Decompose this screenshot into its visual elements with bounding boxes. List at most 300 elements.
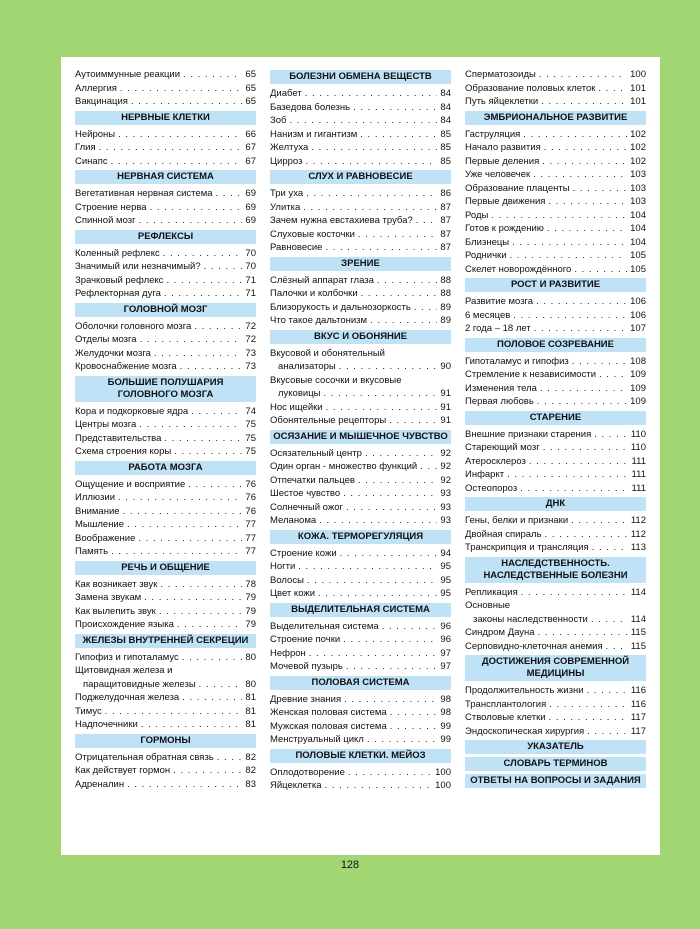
toc-column-1 bbox=[75, 68, 256, 791]
toc-entry-page: 92 bbox=[440, 461, 451, 472]
toc-entry-page: 117 bbox=[630, 725, 646, 737]
section-heading: ПОЛОВАЯ СИСТЕМА bbox=[270, 676, 451, 690]
toc-entry-page: 76 bbox=[245, 492, 256, 503]
toc-entry[interactable] bbox=[465, 368, 646, 382]
toc-entry[interactable] bbox=[270, 141, 451, 155]
dot-leader bbox=[542, 155, 627, 169]
toc-entry[interactable] bbox=[465, 428, 646, 442]
toc-entry[interactable] bbox=[75, 247, 256, 261]
toc-entry[interactable] bbox=[465, 95, 646, 109]
toc-entry-page: 98 bbox=[440, 693, 451, 705]
toc-entry[interactable] bbox=[465, 236, 646, 250]
toc-entry-title: Поджелудочная железа bbox=[75, 692, 180, 703]
section-heading: ДОСТИЖЕНИЯ СОВРЕМЕННОЙ МЕДИЦИНЫ bbox=[465, 655, 646, 681]
dot-leader bbox=[306, 187, 437, 201]
section-heading: ЭМБРИОНАЛЬНОЕ РАЗВИТИЕ bbox=[465, 111, 646, 125]
toc-entry-page: 88 bbox=[440, 288, 451, 299]
dot-leader bbox=[587, 684, 628, 698]
toc-entry-title: Улитка bbox=[270, 201, 301, 213]
toc-entry[interactable] bbox=[465, 128, 646, 142]
dot-leader bbox=[319, 514, 437, 528]
dot-leader bbox=[606, 640, 628, 654]
toc-entry-title: Гены, белки и признаки bbox=[465, 515, 569, 526]
toc-entry[interactable] bbox=[75, 187, 256, 201]
toc-entry[interactable] bbox=[270, 287, 451, 301]
dot-leader bbox=[545, 528, 628, 542]
dot-leader bbox=[166, 274, 242, 288]
section-heading: БОЛЕЗНИ ОБМЕНА ВЕЩЕСТВ bbox=[270, 70, 451, 84]
toc-entry[interactable] bbox=[465, 684, 646, 698]
toc-entry-page: 99 bbox=[440, 734, 451, 745]
toc-column-2 bbox=[270, 68, 451, 793]
toc-entry[interactable] bbox=[75, 214, 256, 228]
toc-entry-page: 79 bbox=[245, 605, 256, 617]
toc-entry[interactable] bbox=[465, 698, 646, 712]
toc-entry-title: Кора и подкорковые ядра bbox=[75, 405, 189, 417]
dot-leader bbox=[358, 474, 438, 488]
section-heading: ГОРМОНЫ bbox=[75, 734, 256, 748]
section-heading: НЕРВНАЯ СИСТЕМА bbox=[75, 170, 256, 184]
toc-entry[interactable] bbox=[465, 382, 646, 396]
dot-leader bbox=[343, 633, 437, 647]
toc-entry[interactable] bbox=[75, 591, 256, 605]
toc-entry[interactable] bbox=[75, 141, 256, 155]
toc-page bbox=[61, 57, 660, 855]
toc-entry[interactable] bbox=[465, 295, 646, 309]
toc-entry-page: 102 bbox=[630, 155, 646, 167]
toc-entry[interactable] bbox=[465, 168, 646, 182]
toc-entry[interactable] bbox=[75, 260, 256, 274]
toc-entry-title: Яйцеклетка bbox=[270, 780, 322, 791]
toc-entry-page: 89 bbox=[440, 315, 451, 326]
toc-entry[interactable] bbox=[75, 764, 256, 778]
dot-leader bbox=[305, 87, 438, 101]
toc-entry[interactable] bbox=[465, 640, 646, 654]
dot-leader bbox=[416, 214, 438, 228]
toc-entry-page: 104 bbox=[630, 209, 646, 221]
toc-entry[interactable] bbox=[75, 333, 256, 347]
toc-entry[interactable] bbox=[75, 155, 256, 169]
toc-entry-title: Слуховые косточки bbox=[270, 228, 355, 240]
dot-leader bbox=[340, 547, 438, 561]
dot-leader bbox=[592, 541, 628, 555]
toc-entry[interactable] bbox=[270, 587, 451, 601]
toc-entry-title: Желудочки мозга bbox=[75, 347, 151, 359]
toc-entry-title: Один орган - множество функций bbox=[270, 461, 418, 472]
toc-entry[interactable] bbox=[465, 182, 646, 196]
toc-entry-title: Нейроны bbox=[75, 128, 116, 140]
toc-entry[interactable] bbox=[75, 320, 256, 334]
toc-entry-title: Менструальный цикл bbox=[270, 734, 364, 745]
toc-entry-title: Образование плаценты bbox=[465, 182, 570, 194]
toc-entry-page: 87 bbox=[440, 215, 451, 226]
toc-entry-title: Внешние признаки старения bbox=[465, 428, 592, 440]
toc-entry-title: Палочки и колбочки bbox=[270, 288, 358, 299]
toc-entry-page: 75 bbox=[245, 446, 256, 457]
toc-entry-page: 81 bbox=[245, 692, 256, 703]
toc-entry-title: Нефрон bbox=[270, 647, 306, 659]
toc-entry-title: Образование половых клеток bbox=[465, 82, 596, 94]
toc-entry[interactable] bbox=[270, 620, 451, 634]
toc-column-3 bbox=[465, 68, 646, 791]
toc-entry[interactable] bbox=[270, 241, 451, 255]
dot-leader bbox=[544, 141, 627, 155]
dot-leader bbox=[309, 647, 438, 661]
dot-leader bbox=[139, 418, 242, 432]
toc-entry-title: Гипофиз и гипоталамус bbox=[75, 651, 179, 663]
toc-entry-page: 76 bbox=[245, 505, 256, 517]
toc-entry[interactable] bbox=[270, 693, 451, 707]
toc-entry-text: Щитовидная железа и bbox=[75, 665, 173, 676]
dot-leader bbox=[105, 705, 243, 719]
toc-entry-title: Диабет bbox=[270, 88, 302, 99]
section-heading: РОСТ И РАЗВИТИЕ bbox=[465, 278, 646, 292]
toc-entry-title: Нанизм и гигантизм bbox=[270, 128, 358, 140]
toc-entry-page: 89 bbox=[440, 301, 451, 313]
toc-entry-page: 82 bbox=[245, 751, 256, 763]
dot-leader bbox=[510, 249, 628, 263]
toc-entry[interactable] bbox=[75, 432, 256, 446]
toc-entry-title: Кровоснабжение мозга bbox=[75, 361, 177, 372]
toc-entry[interactable] bbox=[75, 360, 256, 374]
toc-entry[interactable] bbox=[75, 418, 256, 432]
dot-leader bbox=[182, 651, 243, 665]
toc-entry[interactable] bbox=[270, 228, 451, 242]
toc-entry-title: Близорукость и дальнозоркость bbox=[270, 301, 411, 313]
toc-entry-title: Выделительная система bbox=[270, 620, 379, 632]
toc-entry-page: 73 bbox=[245, 347, 256, 359]
toc-entry[interactable] bbox=[465, 322, 646, 336]
toc-entry[interactable] bbox=[75, 491, 256, 505]
toc-entry[interactable] bbox=[270, 187, 451, 201]
toc-entry[interactable] bbox=[270, 574, 451, 588]
toc-entry[interactable] bbox=[75, 618, 256, 632]
toc-entry-title: Коленный рефлекс bbox=[75, 247, 160, 259]
toc-entry-page: 97 bbox=[440, 661, 451, 672]
toc-entry-page: 114 bbox=[630, 613, 646, 625]
toc-entry-title: Схема строения коры bbox=[75, 446, 172, 457]
toc-entry-page: 81 bbox=[245, 705, 256, 717]
dot-leader bbox=[599, 368, 627, 382]
toc-entry-page: 96 bbox=[440, 620, 451, 632]
toc-entry[interactable] bbox=[75, 545, 256, 559]
toc-entry-page: 109 bbox=[630, 396, 646, 407]
toc-entry[interactable] bbox=[270, 301, 451, 315]
toc-entry-title: Первые деления bbox=[465, 155, 540, 167]
toc-entry[interactable] bbox=[270, 660, 451, 674]
toc-entry[interactable] bbox=[75, 691, 256, 705]
toc-entry[interactable] bbox=[465, 586, 646, 600]
toc-entry-title: Тимус bbox=[75, 705, 102, 717]
toc-entry[interactable] bbox=[465, 395, 646, 409]
toc-entry[interactable] bbox=[270, 414, 451, 428]
toc-entry-title: Аутоиммунные реакции bbox=[75, 69, 181, 80]
toc-entry-page: 102 bbox=[630, 128, 646, 140]
toc-entry[interactable] bbox=[465, 455, 646, 469]
dot-leader bbox=[154, 347, 243, 361]
toc-entry-title: Женская половая система bbox=[270, 707, 387, 718]
dot-leader bbox=[587, 725, 628, 739]
dot-leader bbox=[549, 698, 628, 712]
toc-entry-title: Желтуха bbox=[270, 142, 309, 153]
toc-entry-page: 95 bbox=[440, 588, 451, 599]
section-heading: ОСЯЗАНИЕ И МЫШЕЧНОЕ ЧУВСТВО bbox=[270, 430, 451, 444]
dot-leader bbox=[164, 432, 242, 446]
dot-leader bbox=[99, 141, 243, 155]
page-number: 128 bbox=[340, 859, 360, 871]
section-heading: КОЖА. ТЕРМОРЕГУЛЯЦИЯ bbox=[270, 530, 451, 544]
dot-leader bbox=[358, 228, 438, 242]
dot-leader bbox=[390, 706, 438, 720]
toc-entry-page: 88 bbox=[440, 274, 451, 286]
toc-entry[interactable] bbox=[270, 274, 451, 288]
dot-leader bbox=[199, 678, 243, 692]
toc-entry-page: 105 bbox=[630, 263, 646, 275]
toc-entry-page: 67 bbox=[245, 142, 256, 153]
toc-entry[interactable] bbox=[75, 347, 256, 361]
toc-entry-title: Роды bbox=[465, 209, 489, 221]
toc-entry-page: 98 bbox=[440, 707, 451, 718]
toc-entry[interactable] bbox=[465, 249, 646, 263]
toc-entry-title: Память bbox=[75, 546, 109, 557]
toc-entry[interactable] bbox=[270, 314, 451, 328]
section-heading: УКАЗАТЕЛЬ bbox=[465, 740, 646, 754]
toc-entry-page: 100 bbox=[435, 780, 451, 791]
toc-entry-page: 69 bbox=[245, 188, 256, 199]
toc-entry-title: Что такое дальтонизм bbox=[270, 315, 368, 326]
toc-entry-title: Вегетативная нервная система bbox=[75, 188, 213, 199]
toc-entry-page: 115 bbox=[630, 627, 646, 638]
section-heading: ВЫДЕЛИТЕЛЬНАЯ СИСТЕМА bbox=[270, 603, 451, 617]
toc-entry[interactable] bbox=[75, 82, 256, 96]
dot-leader bbox=[344, 693, 437, 707]
toc-entry[interactable] bbox=[465, 155, 646, 169]
toc-entry-page: 112 bbox=[630, 528, 646, 540]
toc-entry-title: Ногти bbox=[270, 561, 296, 572]
toc-entry[interactable] bbox=[270, 647, 451, 661]
toc-entry[interactable] bbox=[75, 478, 256, 492]
toc-entry[interactable] bbox=[75, 95, 256, 109]
toc-entry[interactable] bbox=[75, 578, 256, 592]
toc-entry[interactable] bbox=[465, 82, 646, 96]
toc-entry-title: Гаструляция bbox=[465, 128, 521, 140]
toc-entry[interactable] bbox=[270, 387, 451, 401]
toc-entry[interactable] bbox=[270, 460, 451, 474]
toc-entry[interactable] bbox=[75, 445, 256, 459]
dot-leader bbox=[534, 322, 627, 336]
toc-entry[interactable] bbox=[270, 128, 451, 142]
toc-entry[interactable] bbox=[75, 678, 256, 692]
toc-entry-page: 104 bbox=[630, 223, 646, 234]
dot-leader bbox=[529, 455, 629, 469]
toc-entry-page: 110 bbox=[630, 442, 646, 453]
toc-entry[interactable] bbox=[465, 309, 646, 323]
toc-entry[interactable] bbox=[270, 155, 451, 169]
dot-leader bbox=[549, 711, 628, 725]
toc-entry-title: Как вылепить звук bbox=[75, 605, 156, 617]
dot-leader bbox=[163, 247, 243, 261]
toc-entry-page: 77 bbox=[245, 519, 256, 530]
toc-entry-title: Слёзный аппарат глаза bbox=[270, 274, 374, 286]
dot-leader bbox=[123, 505, 243, 519]
toc-entry-title: анализаторы bbox=[278, 361, 336, 372]
toc-entry[interactable] bbox=[75, 274, 256, 288]
dot-leader bbox=[140, 333, 243, 347]
toc-entry-page: 103 bbox=[630, 196, 646, 207]
toc-entry-title: Внимание bbox=[75, 505, 120, 517]
toc-entry[interactable] bbox=[75, 505, 256, 519]
toc-entry-title: Иллюзии bbox=[75, 492, 116, 503]
toc-entry[interactable] bbox=[270, 720, 451, 734]
toc-entry-title: Зоб bbox=[270, 115, 287, 126]
toc-entry[interactable] bbox=[75, 718, 256, 732]
toc-entry[interactable] bbox=[270, 401, 451, 415]
dot-leader bbox=[307, 574, 437, 588]
toc-entry[interactable] bbox=[465, 209, 646, 223]
toc-entry[interactable] bbox=[270, 487, 451, 501]
toc-entry[interactable] bbox=[75, 518, 256, 532]
toc-entry-title: Развитие мозга bbox=[465, 296, 534, 307]
toc-entry[interactable] bbox=[75, 605, 256, 619]
dot-leader bbox=[111, 155, 243, 169]
toc-entry-title: Синдром Дауна bbox=[465, 627, 535, 638]
toc-entry[interactable] bbox=[270, 633, 451, 647]
dot-leader bbox=[361, 287, 438, 301]
dot-leader bbox=[138, 532, 242, 546]
toc-entry[interactable] bbox=[75, 751, 256, 765]
toc-entry[interactable] bbox=[270, 101, 451, 115]
toc-entry-page: 86 bbox=[440, 188, 451, 199]
toc-entry[interactable] bbox=[270, 733, 451, 747]
toc-entry[interactable] bbox=[465, 263, 646, 277]
toc-entry-page: 65 bbox=[245, 82, 256, 94]
toc-entry[interactable] bbox=[75, 405, 256, 419]
toc-entry-title: Трансплантология bbox=[465, 698, 547, 710]
toc-entry-title: Строение почки bbox=[270, 634, 341, 645]
dot-leader bbox=[370, 314, 437, 328]
toc-entry-title: Зачем нужна евстахиева труба? bbox=[270, 215, 413, 226]
toc-entry-page: 106 bbox=[630, 296, 646, 307]
toc-entry-page: 92 bbox=[440, 474, 451, 486]
toc-entry[interactable] bbox=[75, 705, 256, 719]
toc-entry[interactable] bbox=[465, 441, 646, 455]
toc-entry[interactable] bbox=[465, 613, 646, 627]
toc-entry[interactable] bbox=[270, 87, 451, 101]
dot-leader bbox=[537, 395, 627, 409]
toc-entry[interactable] bbox=[270, 360, 451, 374]
dot-leader bbox=[572, 355, 627, 369]
toc-entry[interactable] bbox=[465, 355, 646, 369]
toc-entry[interactable] bbox=[270, 214, 451, 228]
dot-leader bbox=[389, 414, 437, 428]
toc-entry[interactable] bbox=[75, 532, 256, 546]
toc-entry-title: Путь яйцеклетки bbox=[465, 96, 539, 107]
toc-entry-title: Отрицательная обратная связь bbox=[75, 751, 214, 763]
toc-entry[interactable] bbox=[270, 447, 451, 461]
toc-entry[interactable] bbox=[75, 651, 256, 665]
dot-leader bbox=[346, 660, 438, 674]
toc-entry[interactable] bbox=[270, 201, 451, 215]
toc-entry-title: Представительства bbox=[75, 432, 162, 444]
toc-entry[interactable] bbox=[270, 514, 451, 528]
dot-leader bbox=[548, 195, 627, 209]
toc-entry-page: 111 bbox=[631, 455, 646, 467]
toc-entry-title: Близнецы bbox=[465, 236, 510, 248]
toc-entry[interactable] bbox=[270, 779, 451, 793]
toc-entry[interactable] bbox=[75, 778, 256, 792]
toc-entry[interactable] bbox=[465, 541, 646, 555]
toc-entry-title: Оплодотворение bbox=[270, 766, 345, 778]
dot-leader bbox=[177, 618, 243, 632]
toc-entry[interactable] bbox=[465, 528, 646, 542]
toc-entry[interactable] bbox=[270, 560, 451, 574]
toc-entry[interactable] bbox=[270, 474, 451, 488]
toc-entry[interactable] bbox=[465, 68, 646, 82]
dot-leader bbox=[303, 201, 437, 215]
toc-entry-page: 91 bbox=[440, 388, 451, 399]
toc-entry[interactable] bbox=[270, 706, 451, 720]
toc-entry-title: Происхождение языка bbox=[75, 619, 174, 630]
toc-entry[interactable] bbox=[75, 128, 256, 142]
toc-entry[interactable] bbox=[465, 141, 646, 155]
toc-entry[interactable] bbox=[465, 482, 646, 496]
toc-entry-title: Воображение bbox=[75, 532, 136, 544]
toc-entry-title: Стволовые клетки bbox=[465, 712, 546, 723]
toc-entry[interactable] bbox=[465, 468, 646, 482]
dot-leader bbox=[353, 101, 437, 115]
toc-entry[interactable] bbox=[465, 725, 646, 739]
toc-entry-page: 95 bbox=[440, 561, 451, 572]
toc-entry-title: Спинной мозг bbox=[75, 215, 136, 226]
dot-leader bbox=[150, 201, 243, 215]
toc-entry-page: 74 bbox=[245, 405, 256, 417]
dot-leader bbox=[573, 182, 628, 196]
dot-leader bbox=[571, 514, 628, 528]
toc-entry[interactable] bbox=[465, 711, 646, 725]
toc-entry-title: Волосы bbox=[270, 574, 304, 586]
toc-entry-title: Отпечатки пальцев bbox=[270, 474, 355, 486]
toc-entry[interactable] bbox=[270, 114, 451, 128]
dot-leader bbox=[305, 155, 437, 169]
toc-entry[interactable] bbox=[270, 766, 451, 780]
toc-entry[interactable] bbox=[75, 201, 256, 215]
toc-entry-page: 104 bbox=[630, 236, 646, 248]
section-heading: РЕФЛЕКСЫ bbox=[75, 230, 256, 244]
toc-entry[interactable] bbox=[75, 68, 256, 82]
dot-leader bbox=[520, 482, 628, 496]
toc-entry[interactable] bbox=[465, 514, 646, 528]
toc-entry-page: 116 bbox=[630, 685, 646, 696]
toc-entry-title: Солнечный ожог bbox=[270, 501, 343, 513]
toc-entry[interactable] bbox=[465, 222, 646, 236]
toc-entry[interactable] bbox=[270, 547, 451, 561]
dot-leader bbox=[540, 382, 627, 396]
toc-entry[interactable] bbox=[75, 287, 256, 301]
toc-entry-page: 100 bbox=[435, 766, 451, 778]
toc-entry-title: Атеросклероз bbox=[465, 455, 526, 467]
toc-entry-title: Центры мозга bbox=[75, 419, 137, 430]
dot-leader bbox=[323, 387, 437, 401]
toc-entry[interactable] bbox=[465, 195, 646, 209]
dot-leader bbox=[194, 320, 242, 334]
toc-entry-page: 80 bbox=[245, 651, 256, 663]
dot-leader bbox=[382, 620, 438, 634]
toc-entry[interactable] bbox=[465, 626, 646, 640]
dot-leader bbox=[141, 718, 243, 732]
toc-entry-title: Первая любовь bbox=[465, 396, 534, 407]
toc-entry[interactable] bbox=[270, 501, 451, 515]
toc-entry-page: 109 bbox=[630, 382, 646, 394]
